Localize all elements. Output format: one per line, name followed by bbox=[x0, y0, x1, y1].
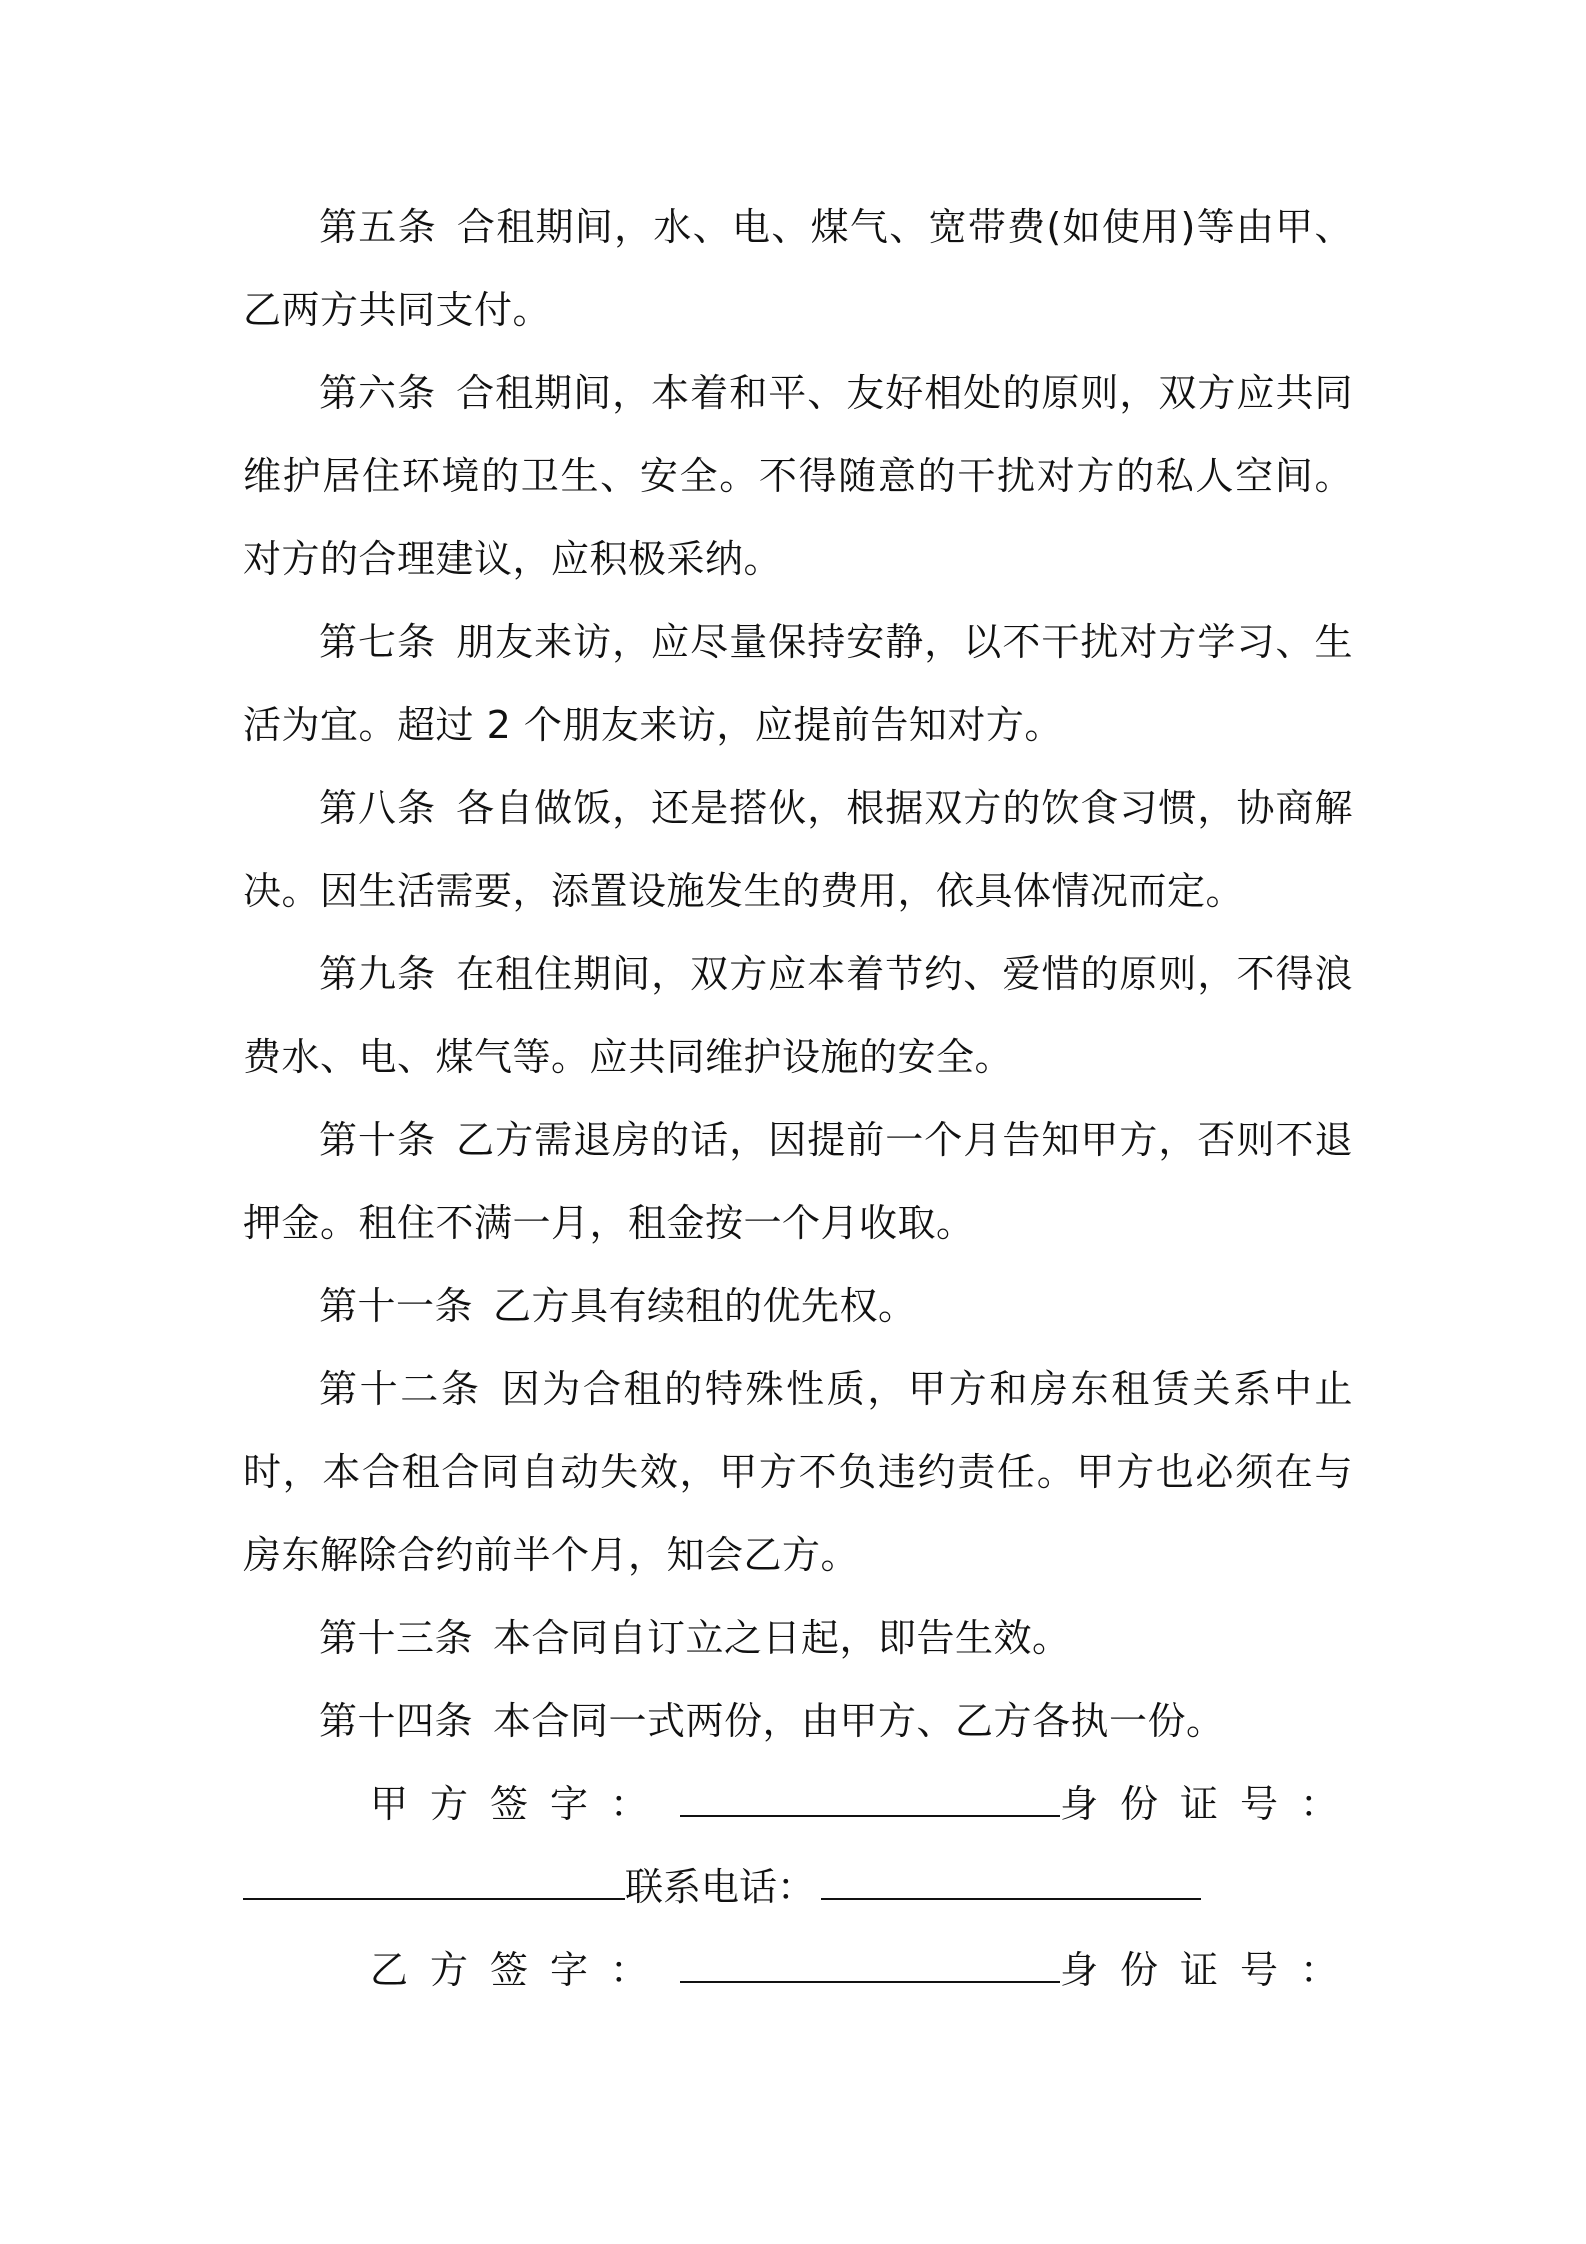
clause-13 bbox=[243, 1597, 1353, 1680]
clause-number: 第十四条 bbox=[319, 1699, 474, 1743]
party-a-phone-blank[interactable] bbox=[821, 1868, 1201, 1900]
clause-number: 第五条 bbox=[319, 205, 437, 249]
clause-text: 因为合租的特殊性质，甲方和房东租赁关系中止时，本合租合同自动失效，甲方不负违约责任。甲方也必须在与房东解除合约前半个月，知会乙方。 bbox=[243, 1367, 1353, 1577]
clause-number: 第七条 bbox=[319, 620, 437, 664]
clause-text: 在租住期间，双方应本着节约、爱惜的原则，不得浪费水、电、煤气等。应共同维护设施的安全。 bbox=[243, 952, 1353, 1079]
party-a-signature-line bbox=[243, 1763, 1361, 1846]
clause-number: 第六条 bbox=[319, 371, 437, 415]
party-a-id-label: 身份证号： bbox=[1060, 1782, 1361, 1826]
clause-text: 各自做饭，还是搭伙，根据双方的饮食习惯，协商解决。因生活需要，添置设施发生的费用，依具体情况而定。 bbox=[243, 786, 1353, 913]
party-a-signature-blank[interactable] bbox=[680, 1785, 1060, 1817]
clause-5 bbox=[243, 186, 1353, 352]
clause-text: 乙方需退房的话，因提前一个月告知甲方，否则不退押金。租住不满一月，租金按一个月收取。 bbox=[243, 1118, 1353, 1245]
party-a-id-blank[interactable] bbox=[243, 1868, 625, 1900]
clause-number: 第十条 bbox=[319, 1118, 437, 1162]
clause-number: 第十一条 bbox=[319, 1284, 474, 1328]
clause-text: 合租期间，本着和平、友好相处的原则，双方应共同维护居住环境的卫生、安全。不得随意的干扰对方的私人空间。对方的合理建议，应积极采纳。 bbox=[243, 371, 1353, 581]
clause-9 bbox=[243, 933, 1353, 1099]
clause-6 bbox=[243, 352, 1353, 601]
clause-text: 合租期间，水、电、煤气、宽带费(如使用)等由甲、乙两方共同支付。 bbox=[243, 205, 1353, 332]
party-b-signature-label: 乙方签字： bbox=[370, 1948, 671, 1992]
clause-10 bbox=[243, 1099, 1353, 1265]
contract-body bbox=[243, 186, 1361, 2012]
clause-7 bbox=[243, 601, 1353, 767]
clause-number: 第十三条 bbox=[319, 1616, 474, 1660]
clause-number: 第十二条 bbox=[319, 1367, 482, 1411]
clause-text: 乙方具有续租的优先权。 bbox=[493, 1284, 917, 1328]
clause-12 bbox=[243, 1348, 1353, 1597]
clause-14 bbox=[243, 1680, 1353, 1763]
clause-8 bbox=[243, 767, 1353, 933]
clause-11 bbox=[243, 1265, 1353, 1348]
party-b-signature-line bbox=[243, 1929, 1361, 2012]
clause-text: 本合同自订立之日起，即告生效。 bbox=[493, 1616, 1071, 1660]
clause-number: 第八条 bbox=[319, 786, 437, 830]
party-b-signature-blank[interactable] bbox=[680, 1951, 1060, 1983]
party-a-signature-label: 甲方签字： bbox=[370, 1782, 671, 1826]
party-b-id-label: 身份证号： bbox=[1060, 1948, 1361, 1992]
party-a-contact-line bbox=[243, 1846, 1353, 1929]
party-a-phone-label: 联系电话： bbox=[625, 1865, 816, 1909]
clause-text: 本合同一式两份，由甲方、乙方各执一份。 bbox=[493, 1699, 1225, 1743]
clause-text: 朋友来访，应尽量保持安静，以不干扰对方学习、生活为宜。超过 2 个朋友来访，应提前告知对方。 bbox=[243, 620, 1353, 747]
clause-number: 第九条 bbox=[319, 952, 437, 996]
